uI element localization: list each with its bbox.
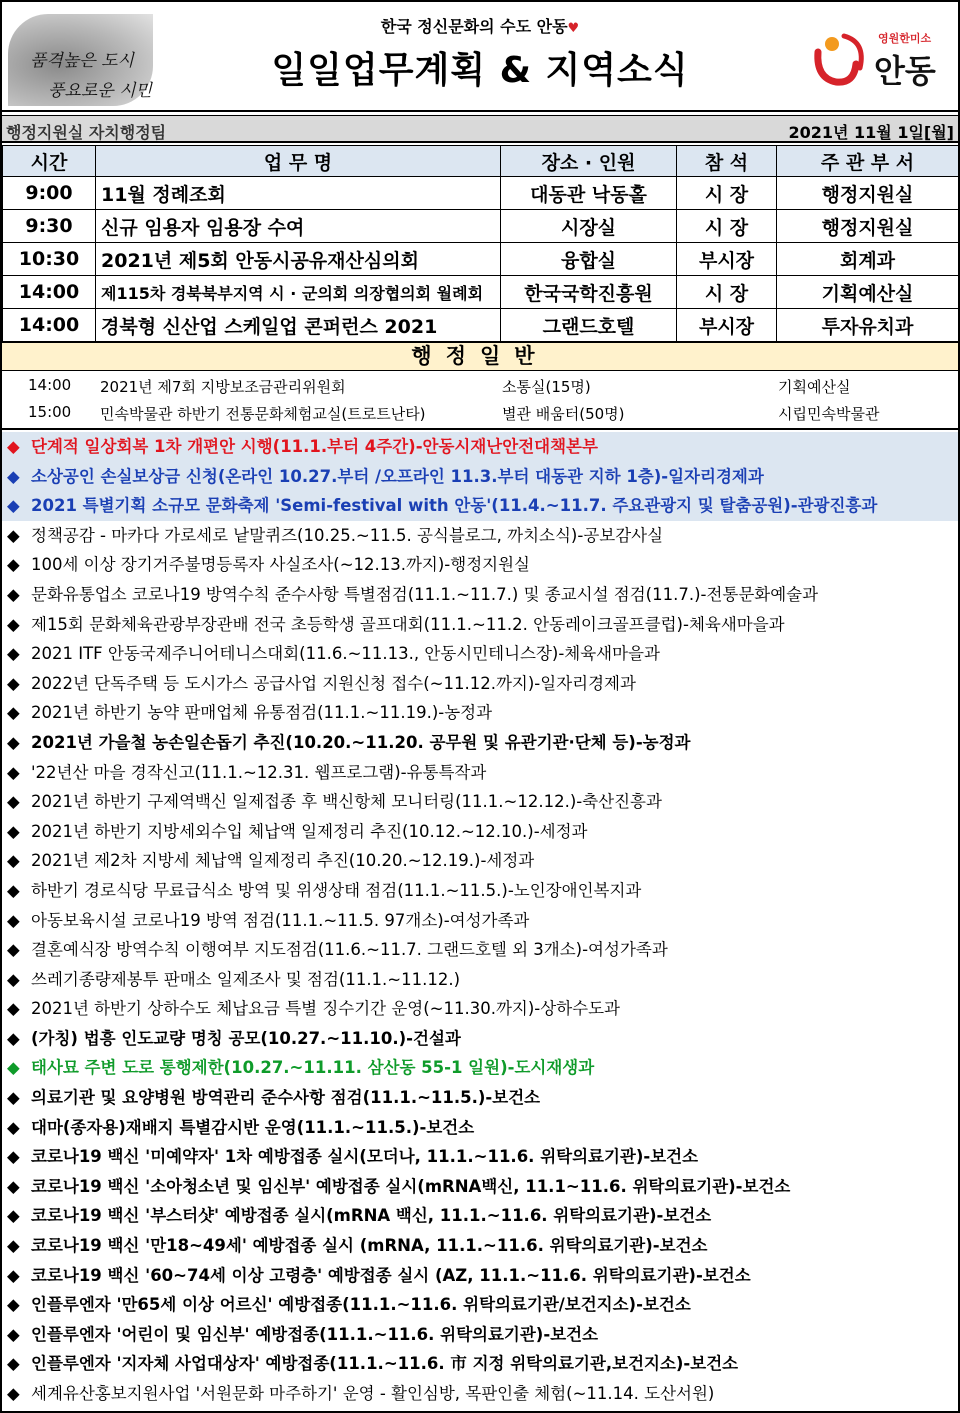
news-item xyxy=(2,758,958,788)
news-text: 코로나19 백신 '60~74세 이상 고령층' 예방접종 실시 (AZ, 11.1.~11.6. 위탁의료기관)-보건소 xyxy=(31,1265,751,1285)
cell-place: 융합실 xyxy=(501,243,677,276)
header xyxy=(2,2,958,112)
diamond-bullet-icon: ◆ xyxy=(7,1236,20,1256)
slogan-line-2: 풍요로운 시민 xyxy=(48,81,152,101)
news-item xyxy=(2,1290,958,1320)
table-row xyxy=(3,276,959,309)
cell-task: 경북형 신산업 스케일업 콘퍼런스 2021 xyxy=(96,309,501,342)
diamond-bullet-icon: ◆ xyxy=(7,614,20,634)
admin-name: 2021년 제7회 지방보조금관리위원회 xyxy=(100,378,346,396)
report-date: 2021년 11월 1일[월] xyxy=(788,123,954,142)
news-item xyxy=(2,994,958,1024)
team-name: 행정지원실 자치행정팀 xyxy=(6,123,167,142)
column-header-time: 시간 xyxy=(3,146,96,177)
news-text: '22년산 마을 경작신고(11.1.~12.31. 웹프로그램)-유통특작과 xyxy=(31,762,487,782)
diamond-bullet-icon: ◆ xyxy=(7,1088,20,1108)
diamond-bullet-icon: ◆ xyxy=(7,821,20,841)
cell-task: 신규 임용자 임용장 수여 xyxy=(96,210,501,243)
diamond-bullet-icon: ◆ xyxy=(7,1324,20,1344)
diamond-bullet-icon: ◆ xyxy=(7,466,20,486)
diamond-bullet-icon: ◆ xyxy=(7,732,20,752)
news-text: 코로나19 백신 '소아청소년 및 임신부' 예방접종 실시(mRNA백신, 11.1~11.6. 위탁의료기관)-보건소 xyxy=(31,1176,791,1196)
logo-tagline: 영원한미소 xyxy=(878,32,932,45)
news-text: 문화유통업소 코로나19 방역수칙 준수사항 특별점검(11.1.~11.7.) 및 종교시설 점검(11.7.)-전통문화예술과 xyxy=(31,584,819,604)
news-text: 2021 ITF 안동국제주니어테니스대회(11.6.~11.13., 안동시민테니스장)-체육새마을과 xyxy=(31,644,660,664)
news-item xyxy=(2,550,958,580)
cell-place: 그랜드호텔 xyxy=(501,309,677,342)
news-text: 대마(종자용)재배지 특별감시반 운영(11.1.~11.5.)-보건소 xyxy=(31,1117,475,1137)
news-list xyxy=(2,432,958,1409)
diamond-bullet-icon: ◆ xyxy=(7,703,20,723)
admin-dept: 기획예산실 xyxy=(778,378,851,396)
schedule-header-row xyxy=(3,146,959,177)
news-item xyxy=(2,1172,958,1202)
admin-place: 소통실(15명) xyxy=(502,378,591,396)
news-item xyxy=(2,462,958,492)
admin-place: 별관 배움터(50명) xyxy=(502,405,625,423)
news-item xyxy=(2,698,958,728)
page-title: 일일업무계획 & 지역소식 xyxy=(271,50,689,91)
diamond-bullet-icon: ◆ xyxy=(7,1028,20,1048)
news-text: 2021년 제2차 지방세 체납액 일제정리 추진(10.20.~12.19.)-세정과 xyxy=(31,851,535,871)
news-item xyxy=(2,1024,958,1054)
news-text: 정책공감 - 마카다 가로세로 낱말퀴즈(10.25.~11.5. 공식블로그, 까치소식)-공보감사실 xyxy=(31,525,664,545)
news-text: 2021년 하반기 지방세외수입 체납액 일제정리 추진(10.12.~12.10.)-세정과 xyxy=(31,821,588,841)
andong-logo-icon xyxy=(810,28,872,90)
cell-task: 2021년 제5회 안동시공유재산심의회 xyxy=(96,243,501,276)
cell-time: 9:00 xyxy=(3,177,96,210)
cell-place: 시장실 xyxy=(501,210,677,243)
cell-attendee: 시 장 xyxy=(677,276,777,309)
news-item xyxy=(2,1142,958,1172)
cell-task: 11월 정례조회 xyxy=(96,177,501,210)
cell-dept: 기획예산실 xyxy=(777,276,959,309)
news-item xyxy=(2,491,958,521)
diamond-bullet-icon: ◆ xyxy=(7,584,20,604)
news-text: 제15회 문화체육관광부장관배 전국 초등학생 골프대회(11.1.~11.2. 안동레이크골프클럽)-체육새마을과 xyxy=(31,614,785,634)
schedule-table xyxy=(2,145,959,342)
cell-task: 제115차 경북북부지역 시 · 군의회 의장협의회 월례회 xyxy=(96,276,501,309)
news-item xyxy=(2,639,958,669)
diamond-bullet-icon: ◆ xyxy=(7,673,20,693)
news-item xyxy=(2,876,958,906)
news-text: 2021년 하반기 농약 판매업체 유통점검(11.1.~11.19.)-농정과 xyxy=(31,703,493,723)
news-text: 세계유산홍보지원사업 '서원문화 마주하기' 운영 - 활인심방, 목판인출 체험(~11.14. 도산서원) xyxy=(31,1384,715,1403)
news-text: 100세 이상 장기거주불명등록자 사실조사(~12.13.까지)-행정지원실 xyxy=(31,555,530,575)
news-text: 2021 특별기획 소규모 문화축제 'Semi-festival with 안동'(11.4.~11.7. 주요관광지 및 탈춤공원)-관광진흥과 xyxy=(31,496,878,516)
diamond-bullet-icon: ◆ xyxy=(7,437,20,456)
diamond-bullet-icon: ◆ xyxy=(7,1176,20,1196)
diamond-bullet-icon: ◆ xyxy=(7,999,20,1019)
diamond-bullet-icon: ◆ xyxy=(7,644,20,664)
news-text: 2022년 단독주택 등 도시가스 공급사업 지원신청 접수(~11.12.까지)-일자리경제과 xyxy=(31,673,636,693)
diamond-bullet-icon: ◆ xyxy=(7,940,20,960)
cell-attendee: 부시장 xyxy=(677,309,777,342)
news-item xyxy=(2,1320,958,1350)
list-item xyxy=(2,400,958,426)
news-item xyxy=(2,1113,958,1143)
column-header-task: 업 무 명 xyxy=(96,146,501,177)
list-item xyxy=(2,373,958,399)
news-text: 인플루엔자 '만65세 이상 어르신' 예방접종(11.1.~11.6. 위탁의료기관/보건지소)-보건소 xyxy=(31,1295,691,1315)
admin-time: 14:00 xyxy=(28,376,72,394)
news-item xyxy=(2,1379,958,1409)
admin-dept: 시립민속박물관 xyxy=(778,405,880,423)
cell-dept: 투자유치과 xyxy=(777,309,959,342)
diamond-bullet-icon: ◆ xyxy=(7,1147,20,1167)
cell-time: 14:00 xyxy=(3,276,96,309)
news-item xyxy=(2,1349,958,1379)
news-text: 결혼예식장 방역수칙 이행여부 지도점검(11.6.~11.7. 그랜드호텔 외 3개소)-여성가족과 xyxy=(31,940,668,960)
news-text: 아동보육시설 코로나19 방역 점검(11.1.~11.5. 97개소)-여성가족과 xyxy=(31,910,530,930)
news-item xyxy=(2,1083,958,1113)
cell-place: 대동관 낙동홀 xyxy=(501,177,677,210)
cell-dept: 행정지원실 xyxy=(777,210,959,243)
table-row xyxy=(3,243,959,276)
news-item xyxy=(2,1053,958,1083)
news-text: 소상공인 손실보상금 신청(온라인 10.27.부터 /오프라인 11.3.부터 대동관 지하 1층)-일자리경제과 xyxy=(31,466,764,486)
diamond-bullet-icon: ◆ xyxy=(7,851,20,871)
news-item xyxy=(2,935,958,965)
cell-attendee: 시 장 xyxy=(677,210,777,243)
news-item xyxy=(2,787,958,817)
cell-dept: 회계과 xyxy=(777,243,959,276)
table-row xyxy=(3,309,959,342)
diamond-bullet-icon: ◆ xyxy=(7,792,20,812)
news-item xyxy=(2,521,958,551)
news-item xyxy=(2,728,958,758)
diamond-bullet-icon: ◆ xyxy=(7,1265,20,1285)
cell-attendee: 시 장 xyxy=(677,177,777,210)
admin-name: 민속박물관 하반기 전통문화체험교실(트로트난타) xyxy=(100,405,426,423)
news-text: 인플루엔자 '어린이 및 임신부' 예방접종(11.1.~11.6. 위탁의료기관)-보건소 xyxy=(31,1324,599,1344)
admin-list xyxy=(2,371,958,430)
column-header-place: 장소 · 인원 xyxy=(501,146,677,177)
diamond-bullet-icon: ◆ xyxy=(7,1354,20,1374)
news-text: 2021년 하반기 상하수도 체납요금 특별 징수기간 운영(~11.30.까지)-상하수도과 xyxy=(31,999,620,1019)
news-text: 의료기관 및 요양병원 방역관리 준수사항 점검(11.1.~11.5.)-보건소 xyxy=(31,1088,541,1108)
column-header-attendee: 참 석 xyxy=(677,146,777,177)
diamond-bullet-icon: ◆ xyxy=(7,969,20,989)
admin-time: 15:00 xyxy=(28,403,72,421)
news-text: 인플루엔자 '지자체 사업대상자' 예방접종(11.1.~11.6. 市 지정 위탁의료기관,보건지소)-보건소 xyxy=(31,1354,739,1374)
news-item xyxy=(2,906,958,936)
news-item xyxy=(2,1201,958,1231)
info-bar xyxy=(2,115,958,143)
table-row xyxy=(3,177,959,210)
news-text: 코로나19 백신 '만18~49세' 예방접종 실시 (mRNA, 11.1.~11.6. 위탁의료기관)-보건소 xyxy=(31,1236,708,1256)
diamond-bullet-icon: ◆ xyxy=(7,1295,20,1315)
news-text: (가칭) 법흥 인도교량 명칭 공모(10.27.~11.10.)-건설과 xyxy=(31,1028,461,1048)
news-text: 2021년 가을철 농손일손돕기 추진(10.20.~11.20. 공무원 및 유관기관·단체 등)-농정과 xyxy=(31,732,691,752)
diamond-bullet-icon: ◆ xyxy=(7,525,20,545)
cell-time: 14:00 xyxy=(3,309,96,342)
diamond-bullet-icon: ◆ xyxy=(7,1384,20,1403)
logo-city-name: 안동 xyxy=(874,52,936,90)
cell-time: 10:30 xyxy=(3,243,96,276)
heart-icon: ♥ xyxy=(567,21,580,36)
news-text: 하반기 경로식당 무료급식소 방역 및 위생상태 점검(11.1.~11.5.)-노인장애인복지과 xyxy=(31,880,642,900)
diamond-bullet-icon: ◆ xyxy=(7,762,20,782)
news-item xyxy=(2,610,958,640)
news-item xyxy=(2,1231,958,1261)
news-item xyxy=(2,580,958,610)
table-row xyxy=(3,210,959,243)
cell-place: 한국국학진흥원 xyxy=(501,276,677,309)
diamond-bullet-icon: ◆ xyxy=(7,1117,20,1137)
diamond-bullet-icon: ◆ xyxy=(7,555,20,575)
news-text: 코로나19 백신 '부스터샷' 예방접종 실시(mRNA 백신, 11.1.~11.6. 위탁의료기관)-보건소 xyxy=(31,1206,712,1226)
cell-attendee: 부시장 xyxy=(677,243,777,276)
news-text: 태사묘 주변 도로 통행제한(10.27.~11.11. 삼산동 55-1 일원)-도시재생과 xyxy=(31,1058,595,1078)
cell-dept: 행정지원실 xyxy=(777,177,959,210)
slogan-line-1: 품격높은 도시 xyxy=(30,51,134,71)
diamond-bullet-icon: ◆ xyxy=(7,1206,20,1226)
diamond-bullet-icon: ◆ xyxy=(7,910,20,930)
news-text: 단계적 일상회복 1차 개편안 시행(11.1.부터 4주간)-안동시재난안전대책본부 xyxy=(31,437,598,456)
news-item xyxy=(2,1261,958,1291)
subtitle-text: 한국 정신문화의 수도 안동 xyxy=(380,17,568,36)
news-item xyxy=(2,817,958,847)
admin-section-title: 행정일반 xyxy=(2,342,958,371)
news-text: 쓰레기종량제봉투 판매소 일제조사 및 점검(11.1.~11.12.) xyxy=(31,969,461,989)
column-header-dept: 주 관 부 서 xyxy=(777,146,959,177)
news-item xyxy=(2,846,958,876)
diamond-bullet-icon: ◆ xyxy=(7,1058,20,1078)
news-text: 코로나19 백신 '미예약자' 1차 예방접종 실시(모더나, 11.1.~11.6. 위탁의료기관)-보건소 xyxy=(31,1147,699,1167)
news-text: 2021년 하반기 구제역백신 일제접종 후 백신항체 모니터링(11.1.~12.12.)-축산진흥과 xyxy=(31,792,662,812)
diamond-bullet-icon: ◆ xyxy=(7,496,20,516)
news-item xyxy=(2,432,958,462)
diamond-bullet-icon: ◆ xyxy=(7,880,20,900)
cell-time: 9:30 xyxy=(3,210,96,243)
news-item xyxy=(2,669,958,699)
news-item xyxy=(2,965,958,995)
